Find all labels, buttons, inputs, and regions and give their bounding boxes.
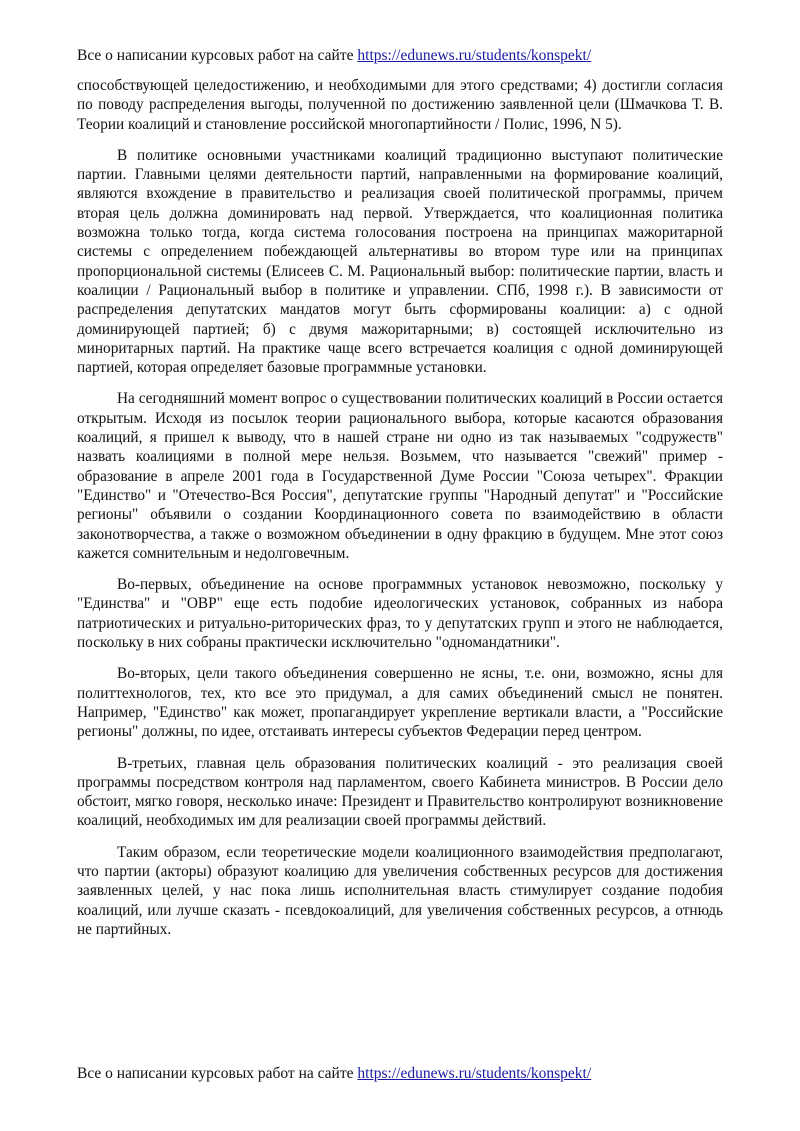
paragraph-russia-coalitions: На сегодняшний момент вопрос о существовании политических коалиций в России остается открытым. Исходя из посылок теории рационального выбора, которые касаются образования коалиций, я пришел к выводу, что в нашей стране ни одно из так называемых "содружеств" назвать коалициями в полной мере нельзя. Возьмем, что называется "свежий" пример - образование в апреле 2001 года в Государственной Думе России "Союза четырех". Фракции "Единство" и "Отечество-Вся Россия", депутатские группы "Народный депутат" и "Российские регионы" объявили о создании Координационного совета по взаимодействию в области законотворчества, а также о возможном объединении в одну фракцию в будущем. Мне этот союз кажется сомнительным и недолговечным. (77, 390, 723, 562)
page-header (77, 46, 737, 66)
paragraph-secondly: Во-вторых, цели такого объединения совершенно не ясны, т.е. они, возможно, ясны для политтехнологов, тех, кто все это придумал, а для самих объединений смысл не понятен. Например, "Единство" как может, пропагандирует укрепление вертикали власти, а "Российские регионы" должны, по идее, отстаивать интересы субъектов Федерации перед центром. (77, 665, 723, 741)
paragraph-parties: В политике основными участниками коалиций традиционно выступают политические партии. Главными целями деятельности партий, направленными на формирование коалиций, являются вхождение в правительство и реализация своей политической программы, причем вторая цель должна доминировать над первой. Утверждается, что коалиционная политика возможна только тогда, когда система голосования построена на принципах мажоритарной системы с определением побеждающей альтернативы во втором туре или на принципах пропорциональной системы (Елисеев С. М. Рациональный выбор: политические партии, власть и коалиции / Рациональный выбор в политике и управлении. СПб, 1998 г.). В зависимости от распределения депутатских мандатов могут быть сформированы коалиции: а) с одной доминирующей партией; б) с двумя мажоритарными; в) состоящей исключительно из миноритарных партий. На практике чаще всего встречается коалиция с одной доминирующей партией, которая определяет базовые программные установки. (77, 146, 723, 377)
document-body (77, 76, 723, 951)
paragraph-continuation: способствующей целедостижению, и необходимыми для этого средствами; 4) достигли согласия по поводу распределения выгоды, полученной по достижению заявленной цели (Шмачкова Т. В. Теории коалиций и становление российской многопартийности / Полис, 1996, N 5). (77, 77, 723, 133)
header-link[interactable]: https://edunews.ru/students/konspekt/ (357, 47, 592, 64)
header-text: Все о написании курсовых работ на сайте (77, 47, 358, 64)
paragraph-firstly: Во-первых, объединение на основе программных установок невозможно, поскольку у "Единства" и "ОВР" еще есть подобие идеологических установок, собранных из набора патриотических и ритуально-риторических фраз, то у депутатских групп и этого не наблюдается, поскольку в них собраны практически исключительно "одномандатники". (77, 576, 723, 652)
footer-link[interactable]: https://edunews.ru/students/konspekt/ (357, 1065, 592, 1082)
footer-text: Все о написании курсовых работ на сайте (77, 1065, 358, 1082)
paragraph-conclusion: Таким образом, если теоретические модели коалиционного взаимодействия предполагают, что партии (акторы) образуют коалицию для увеличения собственных ресурсов для достижения заявленных целей, у нас пока лишь исполнительная власть стимулирует создание подобия коалиций, или лучше сказать - псевдокоалиций, для увеличения собственных ресурсов, а отнюдь не партийных. (77, 843, 723, 938)
paragraph-thirdly: В-третьих, главная цель образования политических коалиций - это реализация своей программы посредством контроля над парламентом, своего Кабинета министров. В России дело обстоит, мягко говоря, несколько иначе: Президент и Правительство контролируют возникновение коалиций, необходимых им для реализации своей программы действий. (77, 754, 723, 830)
page-footer (77, 1064, 737, 1084)
